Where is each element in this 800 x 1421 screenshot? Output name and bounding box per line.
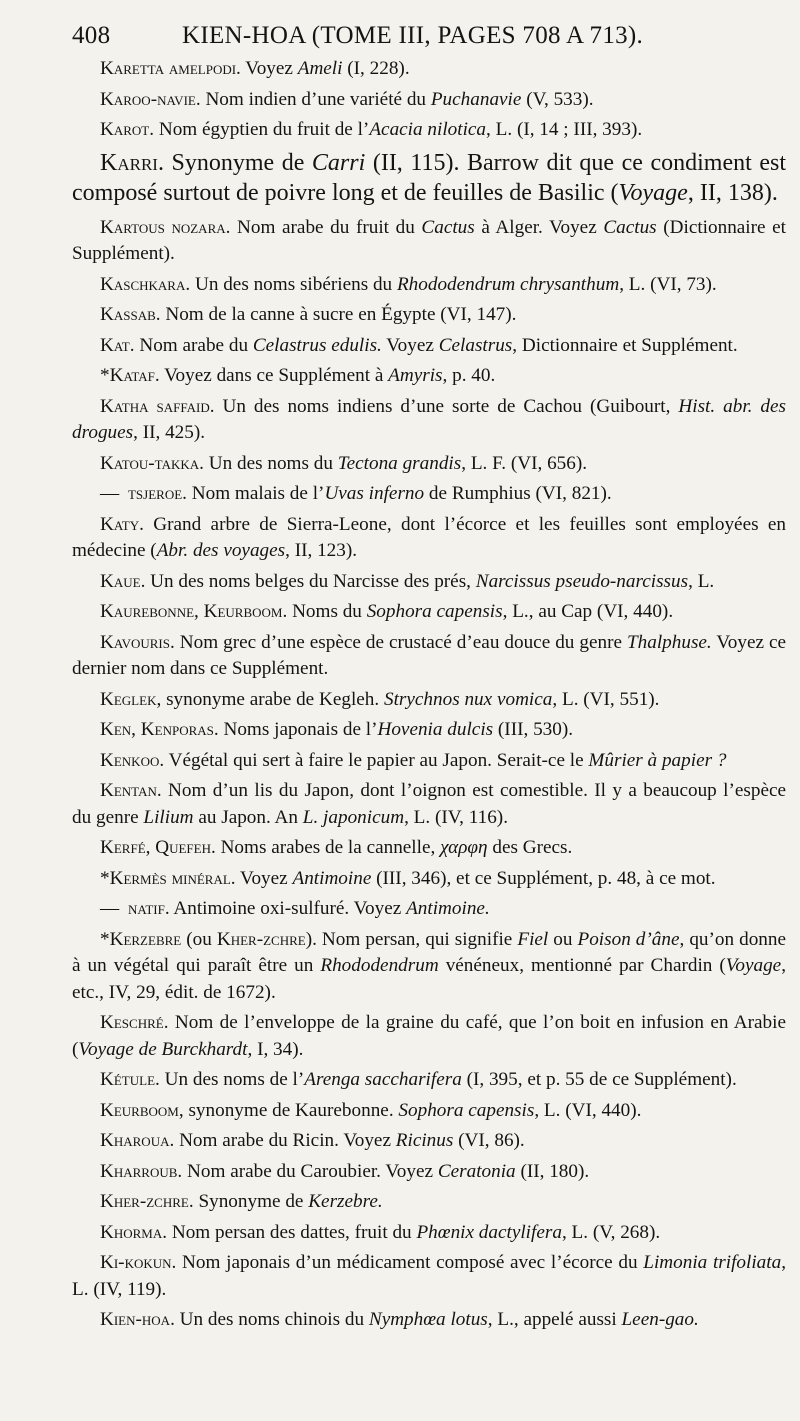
entry-italic-text: Sophora capensis: [398, 1099, 535, 1121]
page-header: [72, 22, 786, 50]
entry-headword: Kaue.: [100, 570, 146, 592]
entry-italic-text: Poison d’âne: [577, 928, 680, 950]
entry-text: au Japon. An: [193, 806, 303, 828]
entry-text: Voyez dans ce Supplément à: [159, 365, 389, 386]
entry-italic-text: Acacia nilotica: [369, 119, 487, 140]
entry-kerfe: [72, 835, 786, 862]
entry-headword: Karot.: [100, 119, 155, 140]
entry-kermes: [72, 866, 786, 893]
entry-text: Un des noms sibériens du: [190, 273, 397, 295]
entry-text: (Dictionnaire et Supplément).: [72, 216, 787, 264]
entry-headword: Katou-takka.: [100, 452, 204, 474]
entry-khorma: [72, 1220, 786, 1247]
entry-text: , L. (I, 14 ; III, 393).: [486, 119, 643, 140]
entry-headword: Kher-zchre: [216, 928, 306, 950]
entry-kerzebre: [72, 927, 786, 1007]
entry-kher-zchre: [72, 1189, 786, 1216]
entry-italic-text: Leen-gao.: [621, 1309, 699, 1330]
entry-text: vénéneux, mentionné par Chardin (: [438, 955, 726, 976]
entry-headword: Kenkoo.: [100, 749, 165, 771]
entry-italic-text: Voyage de Burckhardt: [78, 1038, 248, 1060]
entry-headword: Kavouris.: [100, 631, 175, 653]
entry-italic-text: Hist. abr. des drogues: [72, 395, 787, 443]
entry-kat: [72, 333, 786, 360]
entry-text: (I, 395, et p. 55 de ce Supplément).: [461, 1069, 737, 1090]
entry-text: , L. (VI, 440).: [534, 1099, 642, 1121]
entry-italic-text: Abr. des voyages: [156, 540, 286, 561]
entry-tsjeroe: [72, 481, 786, 508]
entry-text: Antimoine oxi-sulfuré. Voyez: [169, 898, 407, 919]
entry-text: Un des noms du: [203, 452, 338, 474]
entry-italic-text: Phœnix dactylifera: [416, 1221, 562, 1243]
entry-headword: Karoo-navie.: [100, 88, 201, 110]
entry-text: à Alger. Voyez: [474, 216, 604, 238]
entry-text: Synonyme de: [163, 149, 312, 176]
entry-text: Nom arabe du: [134, 334, 253, 356]
entry-text: Synonyme de: [193, 1191, 309, 1212]
entry-text: Un des noms indiens d’une sorte de Cachou (Guibourt,: [214, 395, 679, 417]
entry-kharoua: [72, 1128, 786, 1155]
entry-text: (ou: [181, 928, 217, 950]
entry-text: Nom japonais d’un médicament composé avec l’écorce du: [176, 1252, 644, 1273]
entry-italic-text: Ricinus: [395, 1130, 454, 1151]
entry-text: Voyez: [235, 867, 293, 889]
entry-headword: Kerfé, Quefeh.: [100, 837, 216, 858]
entry-karot: [72, 117, 786, 144]
entry-text: (VI, 86).: [453, 1130, 525, 1151]
entry-italic-text: Voyage: [725, 955, 782, 976]
entry-italic-text: Uvas inferno: [324, 483, 425, 504]
entry-text: , p. 40.: [442, 365, 496, 386]
entry-text: , synonyme de Kaurebonne.: [178, 1099, 399, 1121]
entry-text: , qu’on donne à un végétal qui paraît être un: [72, 928, 786, 976]
entry-text: Nom égyptien du fruit de l’: [154, 119, 370, 140]
entry-headword: tsjeroe.: [127, 483, 187, 504]
entry-headword: Kentan.: [100, 780, 162, 801]
entry-text: des Grecs.: [487, 837, 573, 858]
entry-italic-text: Lilium: [143, 806, 194, 828]
entry-headword: Keurboom: [100, 1099, 179, 1121]
entry-headword: Keschré.: [100, 1012, 169, 1033]
entry-headword: Kaschkara.: [100, 273, 191, 295]
entry-text: Nom de la canne à sucre en Égypte (VI, 147).: [160, 304, 517, 325]
entry-text: , Dictionnaire et Supplément.: [512, 334, 738, 356]
entry-italic-text: Celastrus edulis.: [252, 334, 382, 356]
entry-italic-text: χαρφη: [440, 837, 488, 858]
entry-italic-text: Ceratonia: [437, 1160, 516, 1182]
entry-text: Nom grec d’une espèce de crustacé d’eau douce du genre: [174, 631, 627, 653]
entry-text: Nom arabe du Ricin. Voyez: [174, 1130, 396, 1151]
entry-italic-text: Mûrier à papier ?: [588, 749, 727, 771]
entry-text: , II, 138).: [687, 179, 778, 206]
entry-text: Noms du: [287, 601, 367, 622]
entry-text: , L., au Cap (VI, 440).: [502, 601, 674, 622]
entry-kien-hoa: [72, 1307, 786, 1334]
entry-text: ou: [548, 928, 578, 950]
entry-natif: [72, 896, 786, 923]
entry-headword: Ki-kokun.: [100, 1252, 177, 1273]
entry-text: Voyez ce dernier nom dans ce Supplément.: [72, 631, 786, 679]
entry-italic-text: Puchanavie: [430, 88, 522, 110]
entry-headword: *Kermès minéral.: [100, 867, 236, 889]
entry-italic-text: Limonia trifoliata: [643, 1252, 782, 1273]
entry-italic-text: Fiel: [517, 928, 549, 950]
entry-headword: Kien-hoa.: [100, 1309, 175, 1330]
entry-text: , L. (V, 268).: [561, 1221, 661, 1243]
entry-text: , L. (IV, 116).: [404, 806, 508, 828]
entry-kenkoo: [72, 748, 786, 775]
entry-headword: Kher-zchre.: [100, 1191, 194, 1212]
entry-italic-text: Strychnos nux vomica: [383, 688, 553, 710]
entry-italic-text: Arenga saccharifera: [304, 1069, 462, 1090]
entry-text: , I, 34).: [247, 1038, 304, 1060]
entry-text: ). Nom persan, qui signifie: [305, 928, 518, 950]
entry-text: —: [100, 898, 124, 919]
entry-headword: *Kerzebre: [100, 928, 182, 950]
entry-text: Noms japonais de l’: [218, 719, 378, 740]
entry-italic-text: Carri: [311, 149, 366, 176]
entry-italic-text: Rhododendrum chrysanthum: [396, 273, 620, 295]
entry-text: , II, 425).: [133, 422, 206, 443]
entry-text: Nom de l’enveloppe de la graine du café, que l’on boit en infusion en Arabie (: [72, 1012, 786, 1060]
entry-text: (V, 533).: [521, 88, 594, 110]
entry-text: (II, 180).: [515, 1160, 590, 1182]
entry-karetta: [72, 56, 786, 83]
entry-kartous: [72, 215, 786, 268]
entry-italic-text: Cactus: [421, 216, 475, 238]
entry-headword: Kétule.: [100, 1069, 160, 1090]
entry-ketule: [72, 1067, 786, 1094]
entry-headword: natif.: [127, 898, 170, 919]
entry-kharroub: [72, 1159, 786, 1186]
entry-text: , L. (IV, 119).: [72, 1252, 786, 1300]
entry-text: Nom indien d’une variété du: [200, 88, 431, 110]
entry-headword: Karri.: [100, 149, 164, 176]
entry-headword: Kharoua.: [100, 1130, 175, 1151]
entry-italic-text: Sophora capensis: [366, 601, 503, 622]
entry-headword: Kat.: [100, 334, 135, 356]
entry-headword: Kharroub.: [100, 1160, 183, 1182]
entry-headword: Keglek: [100, 688, 157, 710]
entry-text: (III, 530).: [493, 719, 574, 740]
entry-italic-text: Voyage: [618, 179, 688, 206]
entry-text: (I, 228).: [342, 58, 410, 79]
page-number: 408: [72, 22, 111, 49]
entry-italic-text: Narcissus pseudo-narcissus: [475, 570, 689, 592]
entry-headword: Katha saffaid.: [100, 395, 215, 417]
entry-italic-text: Nymphœa lotus: [368, 1309, 488, 1330]
entry-headword: Katy.: [100, 513, 144, 535]
entries-list: [72, 56, 786, 1334]
entry-keschre: [72, 1010, 786, 1063]
entry-text: de Rumphius (VI, 821).: [424, 483, 612, 504]
entry-kavouris: [72, 630, 786, 683]
entry-text: Noms arabes de la cannelle,: [215, 837, 441, 858]
entry-text: Un des noms chinois du: [174, 1309, 369, 1330]
entry-text: Végétal qui sert à faire le papier au Japon. Serait-ce le: [164, 749, 589, 771]
entry-text: —: [100, 483, 124, 504]
entry-italic-text: Celastrus: [438, 334, 513, 356]
entry-headword: Khorma.: [100, 1221, 168, 1243]
entry-italic-text: Cactus: [603, 216, 657, 238]
entry-text: Voyez: [381, 334, 439, 356]
entry-italic-text: Antimoine: [292, 867, 372, 889]
entry-italic-text: L. japonicum: [302, 806, 405, 828]
entry-katy: [72, 512, 786, 565]
entry-italic-text: Rhododendrum: [320, 955, 439, 976]
entry-italic-text: Thalphuse.: [626, 631, 712, 653]
entry-italic-text: Tectona grandis: [337, 452, 462, 474]
entry-text: , synonyme arabe de Kegleh.: [156, 688, 384, 710]
entry-italic-text: Hovenia dulcis: [377, 719, 494, 740]
entry-text: Nom arabe du fruit du: [230, 216, 422, 238]
entry-headword: Kartous nozara.: [100, 216, 231, 238]
entry-katou-takka: [72, 451, 786, 478]
entry-headword: Ken, Kenporas.: [100, 719, 219, 740]
entry-kentan: [72, 778, 786, 831]
entry-kaue: [72, 569, 786, 596]
entry-text: (II, 115). Barrow dit que ce condiment est composé surtout de poivre long et de feuilles de Basilic (: [72, 149, 786, 206]
entry-italic-text: Ameli: [297, 58, 343, 79]
entry-text: , L., appelé aussi: [487, 1309, 622, 1330]
entry-text: Nom persan des dattes, fruit du: [167, 1221, 417, 1243]
entry-text: , etc., IV, 29, édit. de 1672).: [72, 955, 786, 1003]
entry-ki-kokun: [72, 1250, 786, 1303]
entry-karri: [72, 148, 786, 208]
entry-text: , L. (VI, 73).: [619, 273, 717, 295]
entry-kaschkara: [72, 272, 786, 299]
entry-headword: Kassab.: [100, 304, 161, 325]
entry-kaurebonne: [72, 599, 786, 626]
entry-text: Nom d’un lis du Japon, dont l’oignon est comestible. Il y a beaucoup l’espèce du genre: [72, 780, 786, 828]
entry-kataf: [72, 363, 786, 390]
running-head: KIEN-HOA (TOME III, PAGES 708 A 713).: [182, 22, 644, 49]
entry-ken: [72, 717, 786, 744]
entry-text: Un des noms belges du Narcisse des prés,: [145, 570, 476, 592]
entry-kassab: [72, 302, 786, 329]
entry-katha: [72, 394, 786, 447]
entry-italic-text: Amyris: [388, 365, 443, 386]
entry-text: Un des noms de l’: [159, 1069, 305, 1090]
entry-text: Nom arabe du Caroubier. Voyez: [182, 1160, 438, 1182]
entry-italic-text: Antimoine.: [406, 898, 490, 919]
entry-italic-text: Kerzebre.: [308, 1191, 383, 1212]
entry-keurboom: [72, 1098, 786, 1125]
entry-karoo-navie: [72, 87, 786, 114]
entry-headword: Karetta amelpodi.: [100, 58, 241, 79]
entry-text: Voyez: [240, 58, 298, 79]
entry-text: Nom malais de l’: [186, 483, 325, 504]
entry-text: , II, 123).: [285, 540, 358, 561]
entry-headword: Kaurebonne, Keurboom.: [100, 601, 288, 622]
entry-text: , L.: [688, 570, 715, 592]
entry-text: (III, 346), et ce Supplément, p. 48, à ce mot.: [371, 867, 716, 889]
entry-text: , L. (VI, 551).: [552, 688, 660, 710]
entry-keglek: [72, 687, 786, 714]
entry-headword: *Kataf.: [100, 365, 160, 386]
entry-text: Grand arbre de Sierra-Leone, dont l’écorce et les feuilles sont employées en médecine (: [72, 513, 786, 561]
entry-text: , L. F. (VI, 656).: [461, 452, 588, 474]
